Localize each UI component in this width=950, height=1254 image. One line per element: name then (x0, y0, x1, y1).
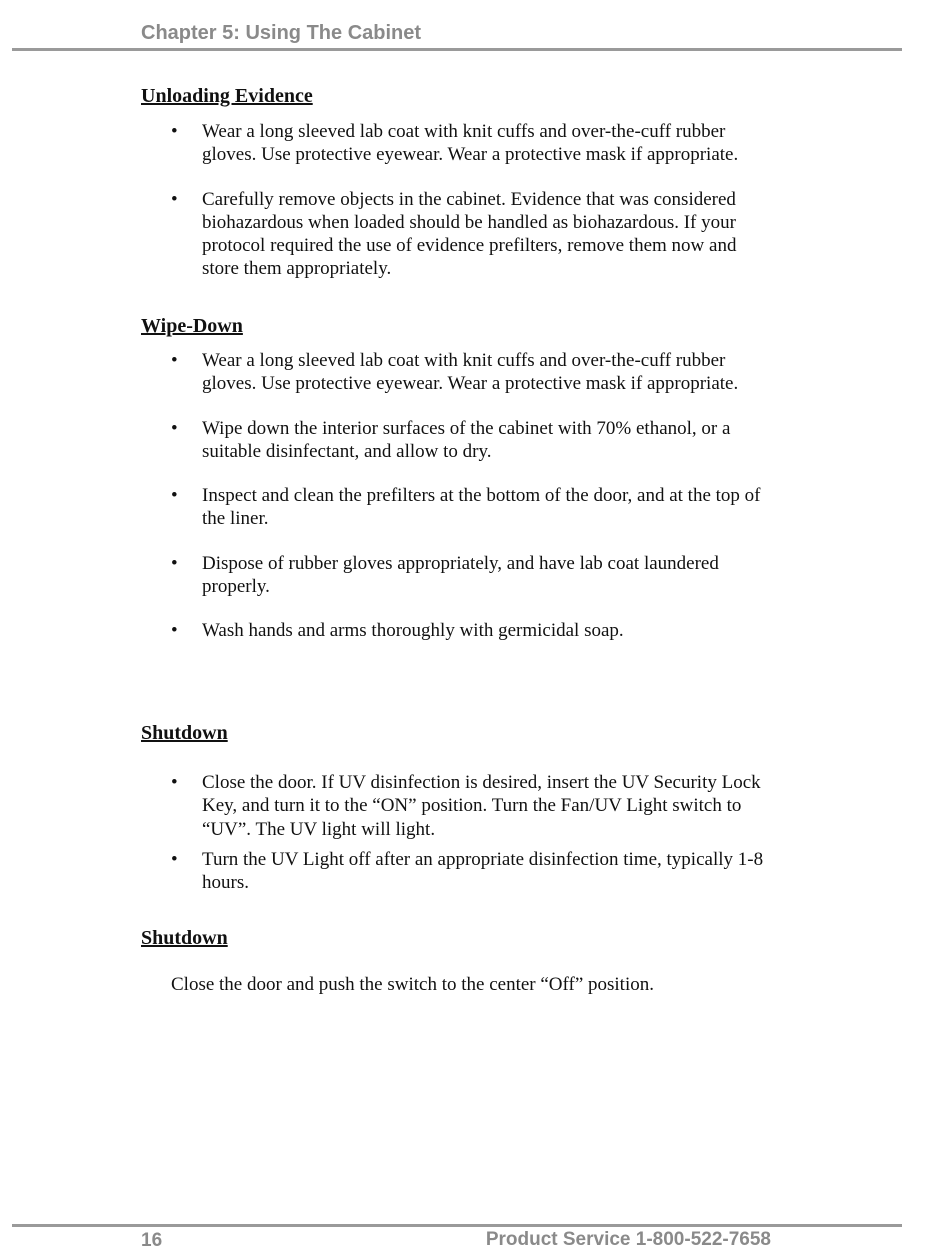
footer-divider (12, 1224, 902, 1227)
list-item: • Wear a long sleeved lab coat with knit cuffs and over-the-cuff rubber gloves. Use protective eyewear. Wear a protective mask if appropriate. (171, 349, 776, 396)
section-title-shutdown-off: Shutdown (141, 927, 228, 949)
list-item: • Inspect and clean the prefilters at the bottom of the door, and at the top of the liner. (171, 484, 776, 531)
list-item: • Carefully remove objects in the cabinet. Evidence that was considered biohazardous when loaded should be handled as biohazardous. If your protocol required the use of evidence prefilters, remove them now and store them appropriately. (171, 188, 776, 281)
unloading-evidence-list (171, 120, 776, 281)
product-service-phone: Product Service 1-800-522-7658 (485, 1229, 771, 1250)
list-item: • Turn the UV Light off after an appropriate disinfection time, typically 1-8 hours. (171, 848, 776, 895)
wipe-down-list (171, 349, 776, 643)
list-item: • Close the door. If UV disinfection is desired, insert the UV Security Lock Key, and turn it to the “ON” position. Turn the Fan/UV Light switch to “UV”. The UV light will light. (171, 771, 776, 841)
list-item: • Wear a long sleeved lab coat with knit cuffs and over-the-cuff rubber gloves. Use protective eyewear. Wear a protective mask if appropriate. (171, 120, 776, 167)
section-title-wipe-down: Wipe-Down (141, 315, 243, 337)
section-title-unloading-evidence: Unloading Evidence (141, 85, 313, 107)
shutdown-off-text: Close the door and push the switch to the center “Off” position. (171, 974, 654, 995)
list-item: • Wipe down the interior surfaces of the cabinet with 70% ethanol, or a suitable disinfectant, and allow to dry. (171, 417, 776, 464)
section-title-shutdown: Shutdown (141, 722, 228, 744)
shutdown-list (171, 771, 776, 894)
list-item: • Dispose of rubber gloves appropriately, and have lab coat laundered properly. (171, 552, 776, 599)
list-item: • Wash hands and arms thoroughly with germicidal soap. (171, 619, 776, 642)
header-divider (12, 48, 902, 51)
page-number: 16 (141, 1230, 163, 1251)
chapter-header: Chapter 5: Using The Cabinet (141, 22, 422, 44)
